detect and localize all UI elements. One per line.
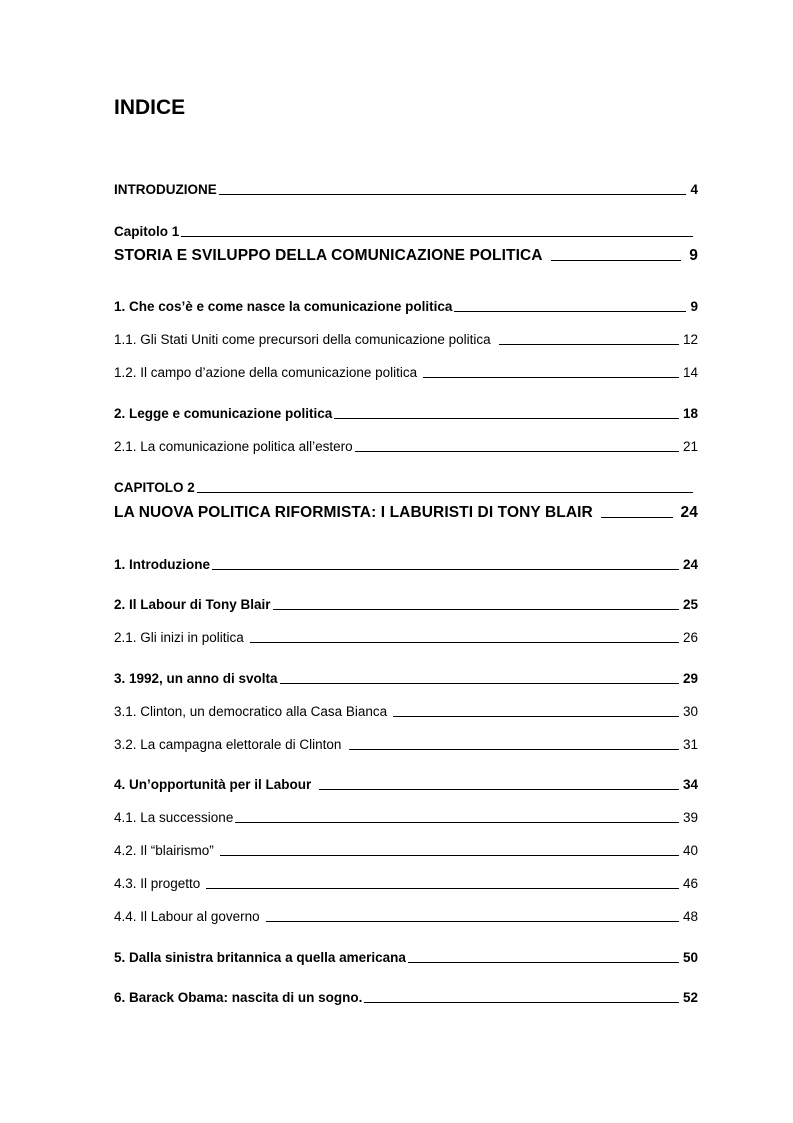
toc-entry-page: 30	[682, 704, 698, 719]
dot-leader	[499, 344, 679, 345]
toc-entry-ch2-section-2[interactable]	[114, 597, 698, 612]
toc-entry-label: 1.2. Il campo d’azione della comunicazione politica	[114, 365, 418, 380]
toc-entry-label: 4.3. Il progetto	[114, 876, 201, 891]
toc-entry-chapter-1-heading[interactable]	[114, 224, 693, 239]
toc-entry-label: CAPITOLO 2	[114, 480, 195, 495]
toc-entry-page: 48	[682, 909, 698, 924]
toc-entry-ch2-section-5[interactable]	[114, 950, 698, 965]
toc-entry-page: 24	[680, 504, 698, 521]
toc-entry-page: 31	[682, 737, 698, 752]
toc-entry-label: 2. Il Labour di Tony Blair	[114, 597, 271, 612]
dot-leader	[551, 260, 682, 261]
dot-leader	[355, 451, 679, 452]
toc-entry-ch2-section-4[interactable]	[114, 777, 698, 792]
toc-entry-page: 50	[682, 950, 698, 965]
toc-entry-label: 6. Barack Obama: nascita di un sogno.	[114, 990, 363, 1005]
toc-entry-page: 40	[682, 843, 698, 858]
toc-entry-page: 24	[682, 557, 698, 572]
toc-entry-page: 9	[689, 247, 698, 264]
toc-entry-label: STORIA E SVILUPPO DELLA COMUNICAZIONE POLITICA	[114, 247, 543, 264]
toc-entry-section-2-1[interactable]	[114, 439, 698, 454]
toc-entry-label: 2.1. Gli inizi in politica	[114, 630, 244, 645]
toc-entry-introduzione[interactable]	[114, 182, 698, 197]
dot-leader	[220, 855, 679, 856]
toc-entry-page: 39	[682, 810, 698, 825]
dot-leader	[219, 194, 687, 195]
toc-entry-ch2-section-1[interactable]	[114, 557, 698, 572]
toc-entry-section-1-1[interactable]	[114, 332, 698, 347]
toc-entry-label: 1. Che cos’è e come nasce la comunicazione politica	[114, 299, 453, 314]
toc-entry-page: 46	[682, 876, 698, 891]
dot-leader	[197, 492, 693, 493]
toc-entry-ch2-section-6[interactable]	[114, 990, 698, 1005]
dot-leader	[349, 749, 679, 750]
toc-entry-page: 26	[682, 630, 698, 645]
toc-entry-ch2-section-3-2[interactable]	[114, 737, 698, 752]
toc-entry-ch2-section-2-1[interactable]	[114, 630, 698, 645]
toc-entry-label: INTRODUZIONE	[114, 182, 217, 197]
toc-entry-label: 3.1. Clinton, un democratico alla Casa Bianca	[114, 704, 388, 719]
toc-entry-section-2[interactable]	[114, 406, 698, 421]
toc-entry-label: 4.2. Il “blairismo”	[114, 843, 214, 858]
toc-entry-page: 9	[690, 299, 698, 314]
dot-leader	[601, 517, 673, 518]
dot-leader	[273, 609, 679, 610]
toc-entry-page: 34	[682, 777, 698, 792]
toc-entry-page: 18	[682, 406, 698, 421]
dot-leader	[181, 236, 693, 237]
dot-leader	[250, 642, 679, 643]
toc-entry-ch2-section-4-3[interactable]	[114, 876, 698, 891]
toc-entry-page: 12	[682, 332, 698, 347]
dot-leader	[364, 1002, 679, 1003]
toc-entry-chapter-2-title[interactable]	[114, 504, 698, 522]
toc-entry-label: 5. Dalla sinistra britannica a quella americana	[114, 950, 406, 965]
toc-entry-chapter-2-heading[interactable]	[114, 480, 693, 495]
toc-entry-label: 4.4. Il Labour al governo	[114, 909, 260, 924]
toc-entry-label: 4. Un’opportunità per il Labour	[114, 777, 312, 792]
dot-leader	[454, 311, 686, 312]
toc-entry-page: 52	[682, 990, 698, 1005]
toc-entry-page: 29	[682, 671, 698, 686]
toc-entry-page: 21	[682, 439, 698, 454]
toc-entry-label: 4.1. La successione	[114, 810, 234, 825]
toc-entry-page: 4	[690, 182, 698, 197]
page-title: INDICE	[114, 96, 186, 119]
dot-leader	[334, 418, 679, 419]
toc-entry-section-1[interactable]	[114, 299, 698, 314]
toc-entry-label: 2.1. La comunicazione politica all’estero	[114, 439, 353, 454]
dot-leader	[235, 822, 679, 823]
toc-entry-label: LA NUOVA POLITICA RIFORMISTA: I LABURISTI DI TONY BLAIR	[114, 504, 593, 521]
toc-entry-ch2-section-3[interactable]	[114, 671, 698, 686]
dot-leader	[393, 716, 679, 717]
toc-entry-label: 3.2. La campagna elettorale di Clinton	[114, 737, 342, 752]
toc-entry-ch2-section-4-1[interactable]	[114, 810, 698, 825]
toc-entry-ch2-section-4-2[interactable]	[114, 843, 698, 858]
toc-entry-page: 14	[682, 365, 698, 380]
toc-entry-ch2-section-4-4[interactable]	[114, 909, 698, 924]
dot-leader	[280, 683, 679, 684]
toc-entry-section-1-2[interactable]	[114, 365, 698, 380]
toc-entry-label: 2. Legge e comunicazione politica	[114, 406, 333, 421]
dot-leader	[408, 962, 679, 963]
toc-entry-page: 25	[682, 597, 698, 612]
dot-leader	[423, 377, 679, 378]
toc-entry-chapter-1-title[interactable]	[114, 247, 698, 265]
toc-entry-label: 1. Introduzione	[114, 557, 210, 572]
dot-leader	[319, 789, 679, 790]
toc-entry-label: Capitolo 1	[114, 224, 180, 239]
toc-entry-ch2-section-3-1[interactable]	[114, 704, 698, 719]
toc-entry-label: 1.1. Gli Stati Uniti come precursori della comunicazione politica	[114, 332, 491, 347]
dot-leader	[266, 921, 679, 922]
dot-leader	[206, 888, 679, 889]
dot-leader	[212, 569, 679, 570]
toc-entry-label: 3. 1992, un anno di svolta	[114, 671, 278, 686]
